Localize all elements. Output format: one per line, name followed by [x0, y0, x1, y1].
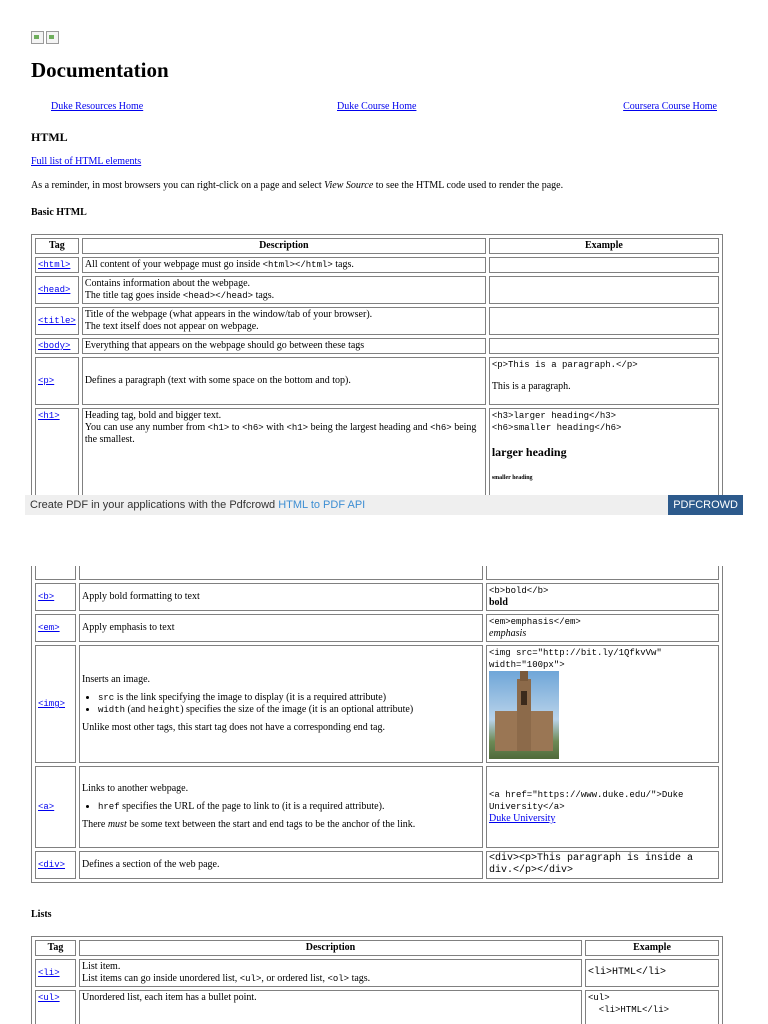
row-description: Unordered list, each item has a bullet point.: [79, 990, 582, 1024]
example-code: <p>This is a paragraph.</p>: [491, 360, 638, 370]
row-description: Defines a paragraph (text with some space on the bottom and top).: [82, 357, 486, 405]
desc-code: <head></head>: [182, 291, 254, 301]
example-render: emphasis: [489, 628, 527, 639]
nav-link-duke-resources[interactable]: Duke Resources Home: [51, 101, 144, 112]
col-header-tag: Tag: [35, 940, 76, 956]
desc-text: tags.: [253, 290, 275, 301]
pdfcrowd-footer: [25, 495, 743, 515]
section-heading-lists: Lists: [31, 909, 52, 920]
desc-text: specifies the URL of the page to link to (it is a required attribute).: [119, 801, 385, 812]
tag-link-img[interactable]: <img>: [38, 699, 66, 709]
list-item: [98, 801, 480, 813]
tag-link-h1[interactable]: <h1>: [38, 411, 60, 421]
desc-text: Links to another webpage.: [82, 783, 189, 794]
table-row: [35, 766, 719, 848]
row-example: [486, 645, 719, 763]
desc-text: The title tag goes inside: [84, 290, 183, 301]
tag-link-html[interactable]: <html>: [38, 260, 71, 270]
reminder-post: to see the HTML code used to render the page.: [373, 180, 564, 191]
table-row: [35, 257, 719, 273]
table-row: [35, 990, 719, 1024]
row-example: [489, 276, 719, 304]
table-row: [35, 338, 719, 354]
desc-text: to: [229, 422, 243, 433]
example-h6: smaller heading: [491, 475, 533, 481]
table-row: [35, 959, 719, 987]
table-row: [35, 851, 719, 879]
example-code: <b>bold</b>: [489, 586, 549, 596]
col-header-tag: Tag: [35, 238, 79, 254]
desc-em: must: [107, 819, 127, 830]
row-description: [79, 959, 582, 987]
basic-html-table-continued: [31, 566, 723, 883]
table-row: [35, 276, 719, 304]
row-example: <div><p>This paragraph is inside a div.</p></div>: [486, 851, 719, 879]
table-header-row: [35, 238, 719, 254]
row-example: [489, 338, 719, 354]
example-code: <a href="https://www.duke.edu/">Duke University</a>: [489, 790, 684, 812]
row-description: [82, 257, 486, 273]
lists-table: [31, 936, 723, 1024]
desc-code: <h1>: [286, 423, 309, 433]
tag-link-em[interactable]: <em>: [38, 623, 60, 633]
example-code: <li>HTML</li>: [588, 1005, 670, 1015]
reminder-em: View Source: [324, 180, 374, 191]
example-code: <ul>: [588, 993, 610, 1003]
row-description: Apply bold formatting to text: [79, 583, 483, 611]
row-description: Defines a section of the web page.: [79, 851, 483, 879]
row-description: [82, 307, 486, 335]
desc-text: being the smallest.: [84, 422, 477, 445]
footer-text: [30, 495, 365, 515]
section-heading-basic-html: Basic HTML: [31, 207, 87, 218]
col-header-example: Example: [585, 940, 719, 956]
table-header-row: [35, 940, 719, 956]
desc-code: <html></html>: [262, 260, 333, 270]
reminder-text: [31, 180, 563, 191]
basic-html-table: [31, 234, 723, 495]
row-description: [79, 766, 483, 848]
example-code: <h6>smaller heading</h6>: [491, 423, 622, 433]
desc-code: href: [98, 802, 120, 812]
tag-link-p[interactable]: <p>: [38, 376, 55, 386]
logo-images: [31, 31, 59, 44]
tag-link-title[interactable]: <title>: [38, 316, 76, 326]
desc-text: Inserts an image.: [82, 674, 151, 685]
row-example: [486, 766, 719, 848]
nav-link-coursera-course[interactable]: Coursera Course Home: [623, 101, 717, 112]
tag-link-div[interactable]: <div>: [38, 860, 66, 870]
example-h3: larger heading: [491, 445, 567, 459]
desc-text: Title of the webpage (what appears in the window/tab of your browser).: [84, 309, 373, 320]
row-description: [82, 408, 486, 495]
nav-link-duke-course[interactable]: Duke Course Home: [337, 101, 417, 112]
desc-code: <h6>: [430, 423, 452, 433]
desc-text: , or ordered list,: [261, 973, 328, 984]
desc-text: tags.: [349, 973, 371, 984]
tag-link-a[interactable]: <a>: [38, 802, 55, 812]
row-description: [82, 276, 486, 304]
desc-text: tags.: [332, 259, 354, 270]
desc-text: (and: [125, 704, 148, 715]
tag-link-ul[interactable]: <ul>: [38, 993, 60, 1003]
broken-image-icon: [31, 31, 44, 44]
table-row: [35, 645, 719, 763]
example-code: <em>emphasis</em>: [489, 617, 581, 627]
desc-text: with: [263, 422, 287, 433]
pdf-page-1: [0, 0, 768, 495]
desc-code: <ul>: [239, 974, 262, 984]
list-item: [98, 704, 480, 716]
row-example: [489, 408, 719, 495]
table-row: [35, 307, 719, 335]
desc-code: width: [98, 705, 126, 715]
example-render: This is a paragraph.: [491, 381, 571, 392]
row-example: [489, 357, 719, 405]
table-row: [35, 614, 719, 642]
tag-link-li[interactable]: <li>: [38, 968, 60, 978]
row-example: [486, 614, 719, 642]
chapel-photo: [489, 671, 559, 759]
example-render: bold: [489, 597, 508, 608]
example-code: <img src="http://bit.ly/1QfkvVw" width="100px">: [489, 648, 662, 670]
row-example: [489, 307, 719, 335]
desc-text: All content of your webpage must go inside: [84, 259, 263, 270]
desc-code: <h1>: [207, 423, 230, 433]
table-row: [35, 357, 719, 405]
desc-text: The text itself does not appear on webpage.: [84, 321, 259, 332]
desc-text: You can use any number from: [84, 422, 208, 433]
desc-text: There: [82, 819, 108, 830]
desc-code: <h6>: [242, 423, 264, 433]
row-example: [489, 257, 719, 273]
list-item: [98, 692, 480, 704]
col-header-description: Description: [79, 940, 582, 956]
desc-text: Heading tag, bold and bigger text.: [84, 410, 222, 421]
example-link-duke[interactable]: Duke University: [489, 813, 556, 824]
footer-api-link[interactable]: HTML to PDF API: [278, 499, 366, 511]
row-description: [79, 645, 483, 763]
example-code: <h3>larger heading</h3>: [491, 411, 617, 421]
pdfcrowd-button[interactable]: PDFCROWD: [668, 495, 743, 515]
row-example: [585, 990, 719, 1024]
bullet-list: [98, 692, 480, 716]
desc-text: be some text between the start and end tags to be the anchor of the link.: [126, 819, 416, 830]
desc-text: being the largest heading and: [308, 422, 431, 433]
tag-link-body[interactable]: <body>: [38, 341, 71, 351]
table-row: [35, 566, 719, 580]
table-row: [35, 408, 719, 495]
desc-text: Unlike most other tags, this start tag does not have a corresponding end tag.: [82, 722, 385, 733]
pdf-page-2: [0, 566, 768, 1024]
desc-text: ) specifies the size of the image (it is an optional attribute): [180, 704, 414, 715]
col-header-example: Example: [489, 238, 719, 254]
page-title: Documentation: [31, 58, 169, 82]
full-list-link[interactable]: Full list of HTML elements: [31, 156, 142, 167]
desc-code: src: [98, 693, 115, 703]
tag-link-b[interactable]: <b>: [38, 592, 55, 602]
bullet-list: [98, 801, 480, 813]
desc-text: Contains information about the webpage.: [84, 278, 251, 289]
desc-text: is the link specifying the image to display (it is a required attribute): [114, 692, 387, 703]
desc-text: List item.: [82, 961, 121, 972]
table-row: [35, 583, 719, 611]
row-description: Everything that appears on the webpage should go between these tags: [82, 338, 486, 354]
broken-image-icon: [46, 31, 59, 44]
row-description: Apply emphasis to text: [79, 614, 483, 642]
footer-text-pre: Create PDF in your applications with the Pdfcrowd: [30, 499, 279, 511]
section-heading-html: HTML: [31, 130, 68, 144]
row-example: [486, 583, 719, 611]
desc-text: List items can go inside unordered list,: [82, 973, 240, 984]
row-example: <li>HTML</li>: [585, 959, 719, 987]
desc-code: height: [147, 705, 181, 715]
col-header-description: Description: [82, 238, 486, 254]
desc-code: <ol>: [327, 974, 350, 984]
reminder-pre: As a reminder, in most browsers you can right-click on a page and select: [31, 180, 325, 191]
tag-link-head[interactable]: <head>: [38, 285, 71, 295]
